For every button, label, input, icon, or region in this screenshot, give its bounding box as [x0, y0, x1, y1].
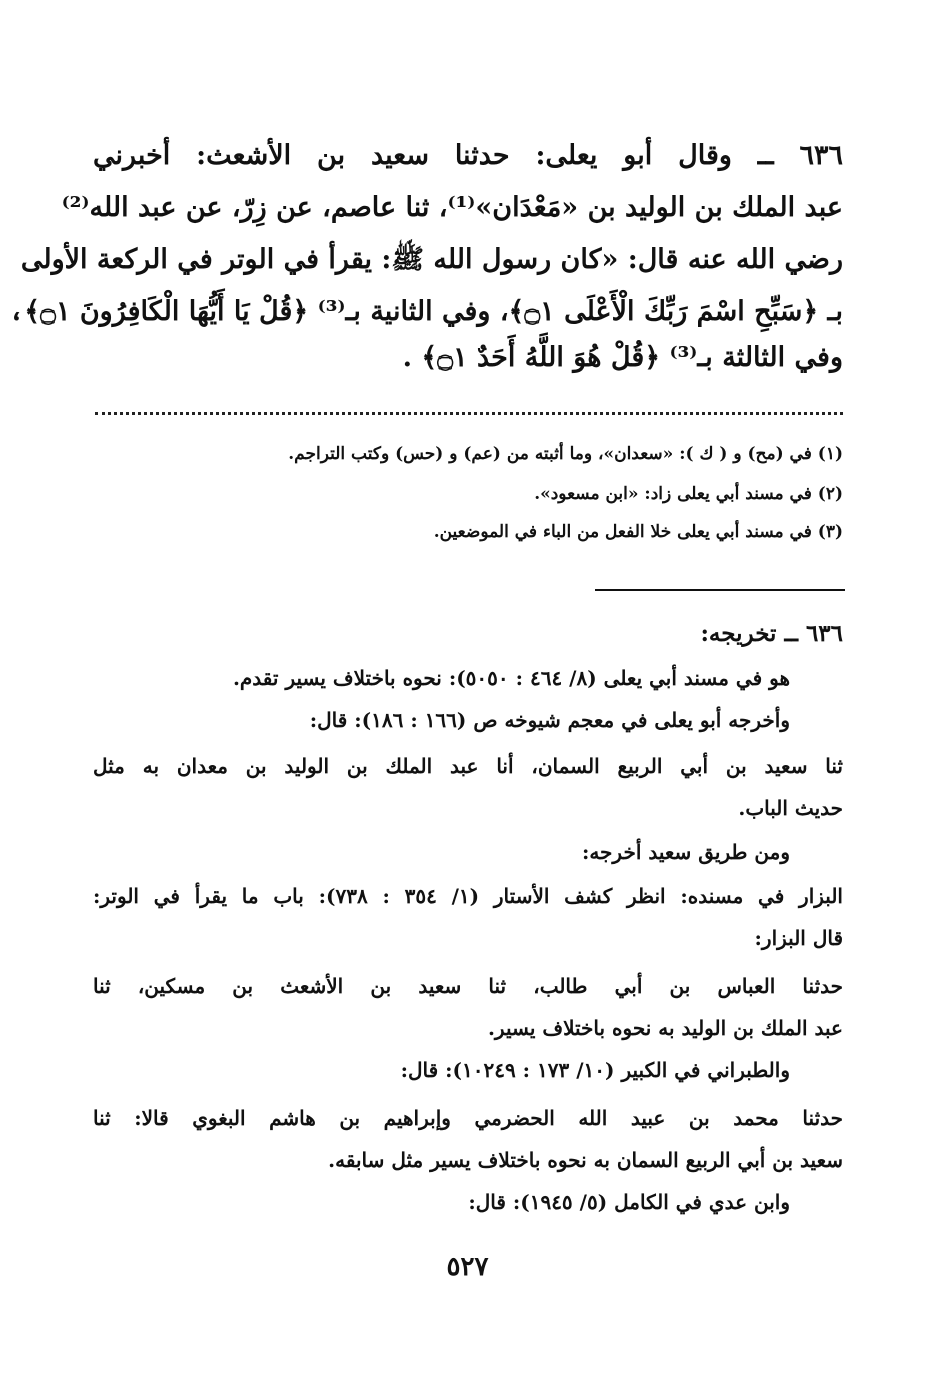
page-number: ٥٢٧ — [446, 1252, 489, 1282]
takhrij-line-1: هو في مسند أبي يعلى (٨/ ٤٦٤ : ٥٠٥٠): نحوه باختلاف يسير تقدم. — [232, 666, 790, 690]
footnote-1: (١) في (مح) و ( ك ): «سعدان»، وما أثبته من (عم) و (حس) وكتب التراجم. — [288, 444, 843, 464]
takhrij-line-2: وأخرجه أبو يعلى في معجم شيوخه ص (١٦٦ : ١٨٦): قال: — [309, 708, 790, 732]
footnote-3: (٣) في مسند أبي يعلى خلا الفعل من الباء في الموضعين. — [433, 522, 843, 542]
hadith-line-2: عبد الملك بن الوليد بن «مَعْدَان»⁽¹⁾، ثنا عاصم، عن زِرّ، عن عبد الله⁽²⁾ — [61, 192, 843, 223]
hadith-line-4: بـ ﴿سَبِّحِ اسْمَ رَبِّكَ الْأَعْلَى ۝١﴾، وفي الثانية بـ⁽³⁾ ﴿قُلْ يَا أَيُّهَا الْكَافِرُونَ ۝١﴾، — [8, 296, 843, 327]
takhrij-line-10: والطبراني في الكبير (١٠/ ١٧٣ : ١٠٢٤٩): قال: — [400, 1058, 790, 1082]
takhrij-line-4: حديث الباب. — [738, 796, 843, 820]
takhrij-line-7: قال البزار: — [754, 926, 843, 950]
hadith-line-3: رضي الله عنه قال: «كان رسول الله ﷺ: يقرأ في الوتر في الركعة الأولى — [20, 244, 843, 275]
takhrij-line-5: ومن طريق سعيد أخرجه: — [581, 840, 790, 864]
hadith-line-1: ٦٣٦ ــ وقال أبو يعلى: حدثنا سعيد بن الأشعث: أخبرني — [93, 140, 843, 171]
takhrij-line-6: البزار في مسنده: انظر كشف الأستار (١/ ٣٥٤ : ٧٣٨): باب ما يقرأ في الوتر: — [93, 884, 843, 908]
hadith-line-5: وفي الثالثة بـ⁽³⁾ ﴿قُلْ هُوَ اللَّهُ أَحَدٌ ۝١﴾ . — [402, 342, 843, 373]
takhrij-line-8: حدثنا العباس بن أبي طالب، ثنا سعيد بن الأشعث بن مسكين، ثنا — [93, 974, 843, 998]
takhrij-line-12: سعيد بن أبي الربيع السمان به نحوه باختلاف يسير مثل سابقه. — [328, 1148, 843, 1172]
footnote-2: (٢) في مسند أبي يعلى زاد: «ابن مسعود». — [534, 484, 843, 504]
footnote-separator — [95, 412, 843, 415]
takhrij-line-3: ثنا سعيد بن أبي الربيع السمان، أنا عبد الملك بن الوليد بن معدان به مثل — [93, 754, 843, 778]
takhrij-line-11: حدثنا محمد بن عبيد الله الحضرمي وإبراهيم بن هاشم البغوي قالا: ثنا — [93, 1106, 843, 1130]
takhrij-line-13: وابن عدي في الكامل (٥/ ١٩٤٥): قال: — [468, 1190, 790, 1214]
takhrij-heading: ٦٣٦ ــ تخريجه: — [700, 620, 843, 647]
takhrij-line-9: عبد الملك بن الوليد به نحوه باختلاف يسير. — [487, 1016, 843, 1040]
section-rule — [595, 589, 845, 591]
